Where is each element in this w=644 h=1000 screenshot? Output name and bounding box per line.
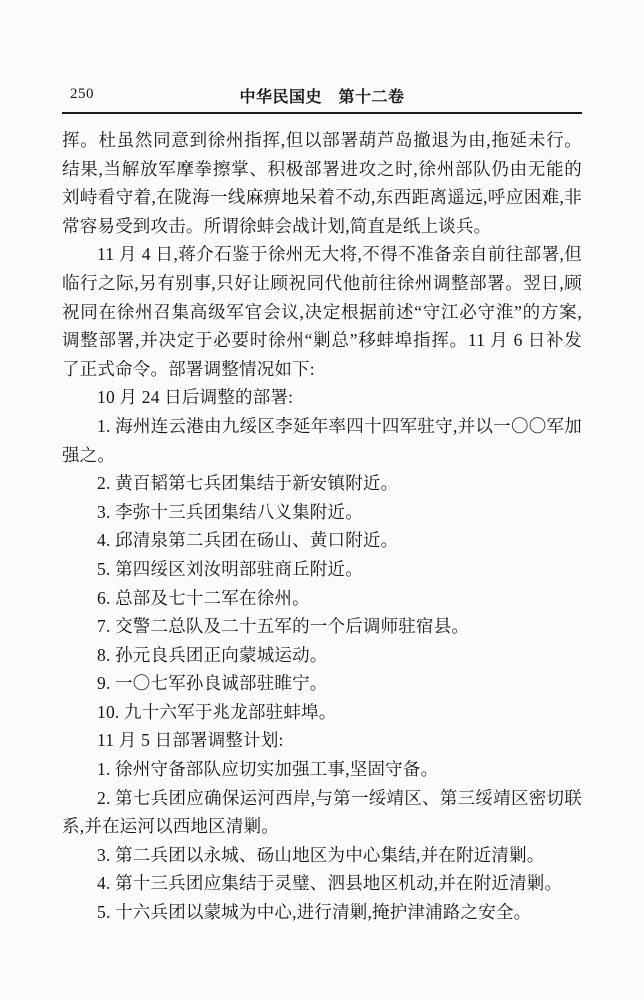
page-number: 250 xyxy=(70,86,94,102)
paragraph: 6. 总部及七十二军在徐州。 xyxy=(97,587,310,608)
paragraph: 1. 海州连云港由九绥区李延年率四十四军驻守,并以一〇〇军加强之。 xyxy=(62,415,582,465)
paragraph: 2. 第七兵团应确保运河西岸,与第一绥靖区、第三绥靖区密切联系,并在运河以西地区清剿。 xyxy=(62,787,582,837)
paragraph: 8. 孙元良兵团正向蒙城运动。 xyxy=(97,644,328,665)
paragraph: 7. 交警二总队及二十五军的一个后调师驻宿县。 xyxy=(97,616,470,637)
paragraph: 3. 李弥十三兵团集结八义集附近。 xyxy=(97,501,363,522)
paragraph: 5. 第四绥区刘汝明部驻商丘附近。 xyxy=(97,558,363,579)
paragraph: 10 月 24 日后调整的部署: xyxy=(97,387,294,408)
running-title: 中华民国史 第十二卷 xyxy=(239,89,405,106)
paragraph: 11 月 5 日部署调整计划: xyxy=(97,730,284,751)
paragraph: 4. 第十三兵团应集结于灵璧、泗县地区机动,并在附近清剿。 xyxy=(97,873,563,894)
paragraph: 9. 一〇七军孙良诚部驻睢宁。 xyxy=(97,673,328,694)
paragraph: 3. 第二兵团以永城、砀山地区为中心集结,并在附近清剿。 xyxy=(97,844,545,865)
paragraph: 1. 徐州守备部队应切实加强工事,坚固守备。 xyxy=(97,759,439,780)
paragraph: 2. 黄百韬第七兵团集结于新安镇附近。 xyxy=(97,473,399,494)
page-body xyxy=(62,126,582,927)
paragraph: 5. 十六兵团以蒙城为中心,进行清剿,掩护津浦路之安全。 xyxy=(97,902,532,923)
paragraph: 挥。杜虽然同意到徐州指挥,但以部署葫芦岛撤退为由,拖延未行。结果,当解放军摩拳擦掌、积极部署进攻之时,徐州部队仍由无能的刘峙看守着,在陇海一线麻痹地呆着不动,东西距离遥远,呼应困难,非常容易受到攻击。所谓徐蚌会战计划,简直是纸上谈兵。 xyxy=(62,130,582,236)
page-header xyxy=(62,84,582,106)
paragraph: 4. 邱清泉第二兵团在砀山、黄口附近。 xyxy=(97,530,399,551)
paragraph: 10. 九十六军于兆龙部驻蚌埠。 xyxy=(97,701,337,722)
paragraph: 11 月 4 日,蒋介石鉴于徐州无大将,不得不准备亲自前往部署,但临行之际,另有别事,只好让顾祝同代他前往徐州调整部署。翌日,顾祝同在徐州召集高级军官会议,决定根据前述“守江必守淮”的方案,调整部署,并决定于必要时徐州“剿总”移蚌埠指挥。11 月 6 日补发了正式命令。部署调整情况如下: xyxy=(62,244,582,379)
header-rule xyxy=(62,112,582,114)
